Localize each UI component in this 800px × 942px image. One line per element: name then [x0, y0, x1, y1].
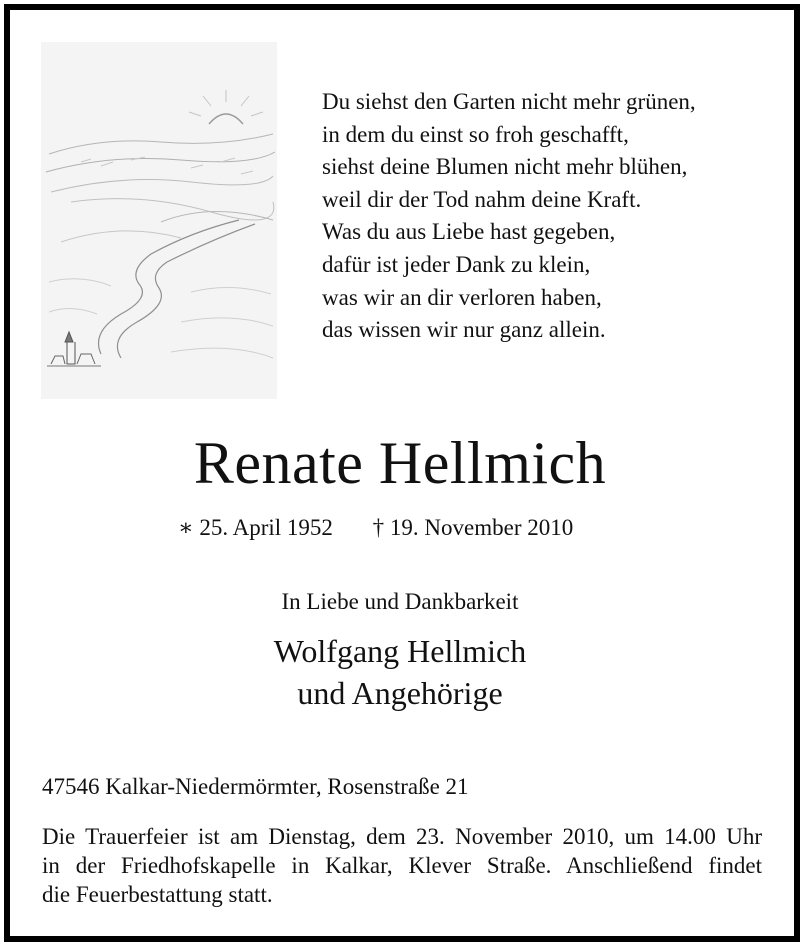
gratitude-line: In Liebe und Dankbarkeit [281, 589, 519, 614]
poem-line: weil dir der Tod nahm deine Kraft. [322, 186, 642, 212]
mourners [0, 630, 800, 714]
birth-date: ∗ 25. April 1952 [178, 515, 333, 540]
notice-line: Die Trauerfeier ist am Dienstag, dem 23. November 2010, um 14.00 Uhr [42, 824, 762, 849]
mourner-name: Wolfgang Hellmich [273, 633, 527, 669]
funeral-notice [42, 822, 762, 909]
poem-line: was wir an dir verloren haben, [322, 284, 602, 310]
relatives-line: und Angehörige [297, 675, 503, 711]
notice-line: in der Friedhofskapelle in Kalkar, Klever Straße. Anschließend findet [42, 853, 762, 878]
poem-line: in dem du einst so froh geschafft, [322, 121, 629, 147]
landscape-sketch-icon [41, 42, 277, 399]
notice-line: die Feuerbestattung statt. [42, 882, 273, 907]
poem-line: das wissen wir nur ganz allein. [322, 317, 606, 343]
poem-line: dafür ist jeder Dank zu klein, [322, 251, 591, 277]
life-dates [178, 513, 573, 543]
deceased-name: Renate Hellmich [193, 430, 607, 496]
poem [322, 86, 696, 347]
address: 47546 Kalkar-Niedermörmter, Rosenstraße 21 [42, 774, 469, 799]
poem-line: siehst deine Blumen nicht mehr blühen, [322, 154, 688, 180]
death-date: † 19. November 2010 [372, 515, 574, 540]
poem-line: Du siehst den Garten nicht mehr grünen, [322, 89, 696, 114]
poem-line: Was du aus Liebe hast gegeben, [322, 219, 616, 245]
